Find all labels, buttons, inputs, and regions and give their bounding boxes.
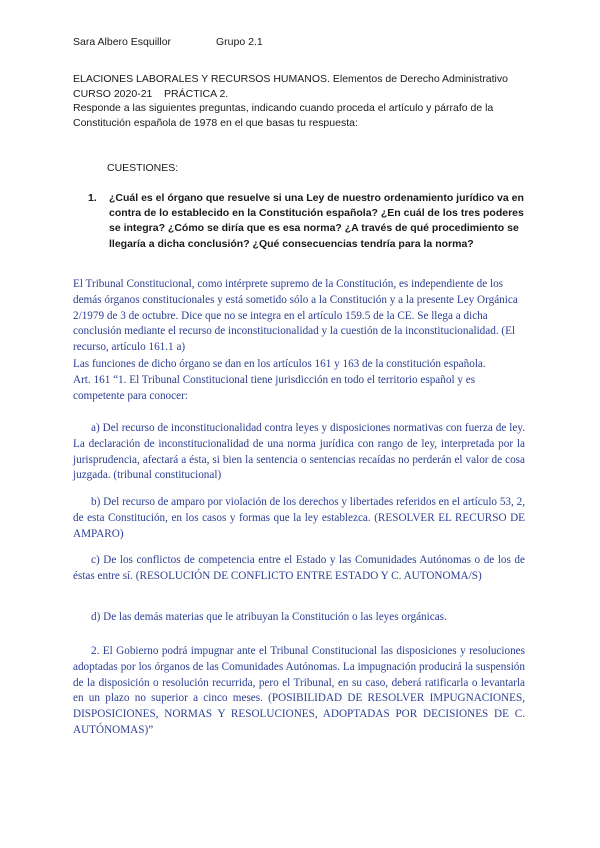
- group-label: Grupo 2.1: [216, 36, 263, 48]
- answer-item-d: d) De las demás materias que le atribuyan la Constitución o las leyes orgánicas.: [91, 611, 447, 623]
- answer-item-b: b) Del recurso de amparo por violación de los derechos y libertades referidos en el artículo 53, 2, de esta Constitución, en los casos y formas que la ley establezca. (RESOLVER EL RECURSO DE AMPARO): [73, 496, 525, 540]
- course-line: CURSO 2020-21 PRÁCTICA 2.: [73, 87, 229, 100]
- intro-block: [73, 72, 543, 130]
- answer-paragraph-1: El Tribunal Constitucional, como intérprete supremo de la Constitución, es independiente de los demás órganos constitucionales y está sometido sólo a la Constitución y a la presente Ley Orgánica 2/1979 de 3 de octubre. Dice que no se integra en el artículo 159.5 de la CE. Se llega a dicha conclusión mediante el recurso de inconstitucionalidad y la cuestión de la inconstitucionalidad. (El recurso, artículo 161.1 a): [73, 278, 518, 354]
- subject-title: ELACIONES LABORALES Y RECURSOS HUMANOS. Elementos de Derecho Administrativo: [73, 73, 508, 85]
- answer-paragraph-article-2: 2. El Gobierno podrá impugnar ante el Tribunal Constitucional las disposiciones y resoluciones adoptadas por los órganos de las Comunidades Autónomas. La impugnación producirá la suspensión de la disposición o resolución recurrida, pero el Tribunal, en su caso, deberá ratificarla o levantarla en un plazo no superior a cinco meses. (POSIBILIDAD DE RESOLVER IMPUGNACIONES, DISPOSICIONES, NORMAS Y RESOLUCIONES, ADOPTADAS POR DECISIONES DE C. AUTÓNOMAS)”: [73, 645, 525, 736]
- cuestiones-heading: CUESTIONES:: [107, 162, 179, 174]
- question-number: 1.: [88, 192, 97, 204]
- question-1: [88, 191, 533, 252]
- answer-paragraph-2: Las funciones de dicho órgano se dan en los artículos 161 y 163 de la constitución española.: [73, 358, 486, 370]
- student-name: Sara Albero Esquillor: [73, 36, 172, 48]
- answer-item-a: a) Del recurso de inconstitucionalidad contra leyes y disposiciones normativas con fuerza de ley. La declaración de inconstitucionalidad de una norma jurídica con rango de ley, interpretada por la jurisprudencia, afectará a ésta, si bien la sentencia o sentencias recaídas no perderán el valor de cosa juzgada. (tribunal constitucional): [73, 422, 525, 482]
- document-header: [73, 36, 263, 48]
- answer-item-c: c) De los conflictos de competencia entre el Estado y las Comunidades Autónomas o de los de éstas entre sí. (RESOLUCIÓN DE CONFLICTO ENTRE ESTADO Y C. AUTONOMA/S): [73, 554, 525, 582]
- question-text: ¿Cuál es el órgano que resuelve si una Ley de nuestro ordenamiento jurídico va en contra de lo establecido en la Constitución española? ¿En cuál de los tres poderes se integra? ¿Cómo se diría que es esa norma? ¿A través de qué procedimiento se llegaría a dicha conclusión? ¿Qué consecuencias tendría para la norma?: [109, 192, 524, 250]
- instructions-text: Responde a las siguientes preguntas, indicando cuando proceda el artículo y párrafo de la Constitución española de 1978 en el que basas tu respuesta:: [73, 102, 494, 129]
- answer-paragraph-3: Art. 161 “1. El Tribunal Constitucional tiene jurisdicción en todo el territorio español y es competente para conocer:: [73, 374, 476, 402]
